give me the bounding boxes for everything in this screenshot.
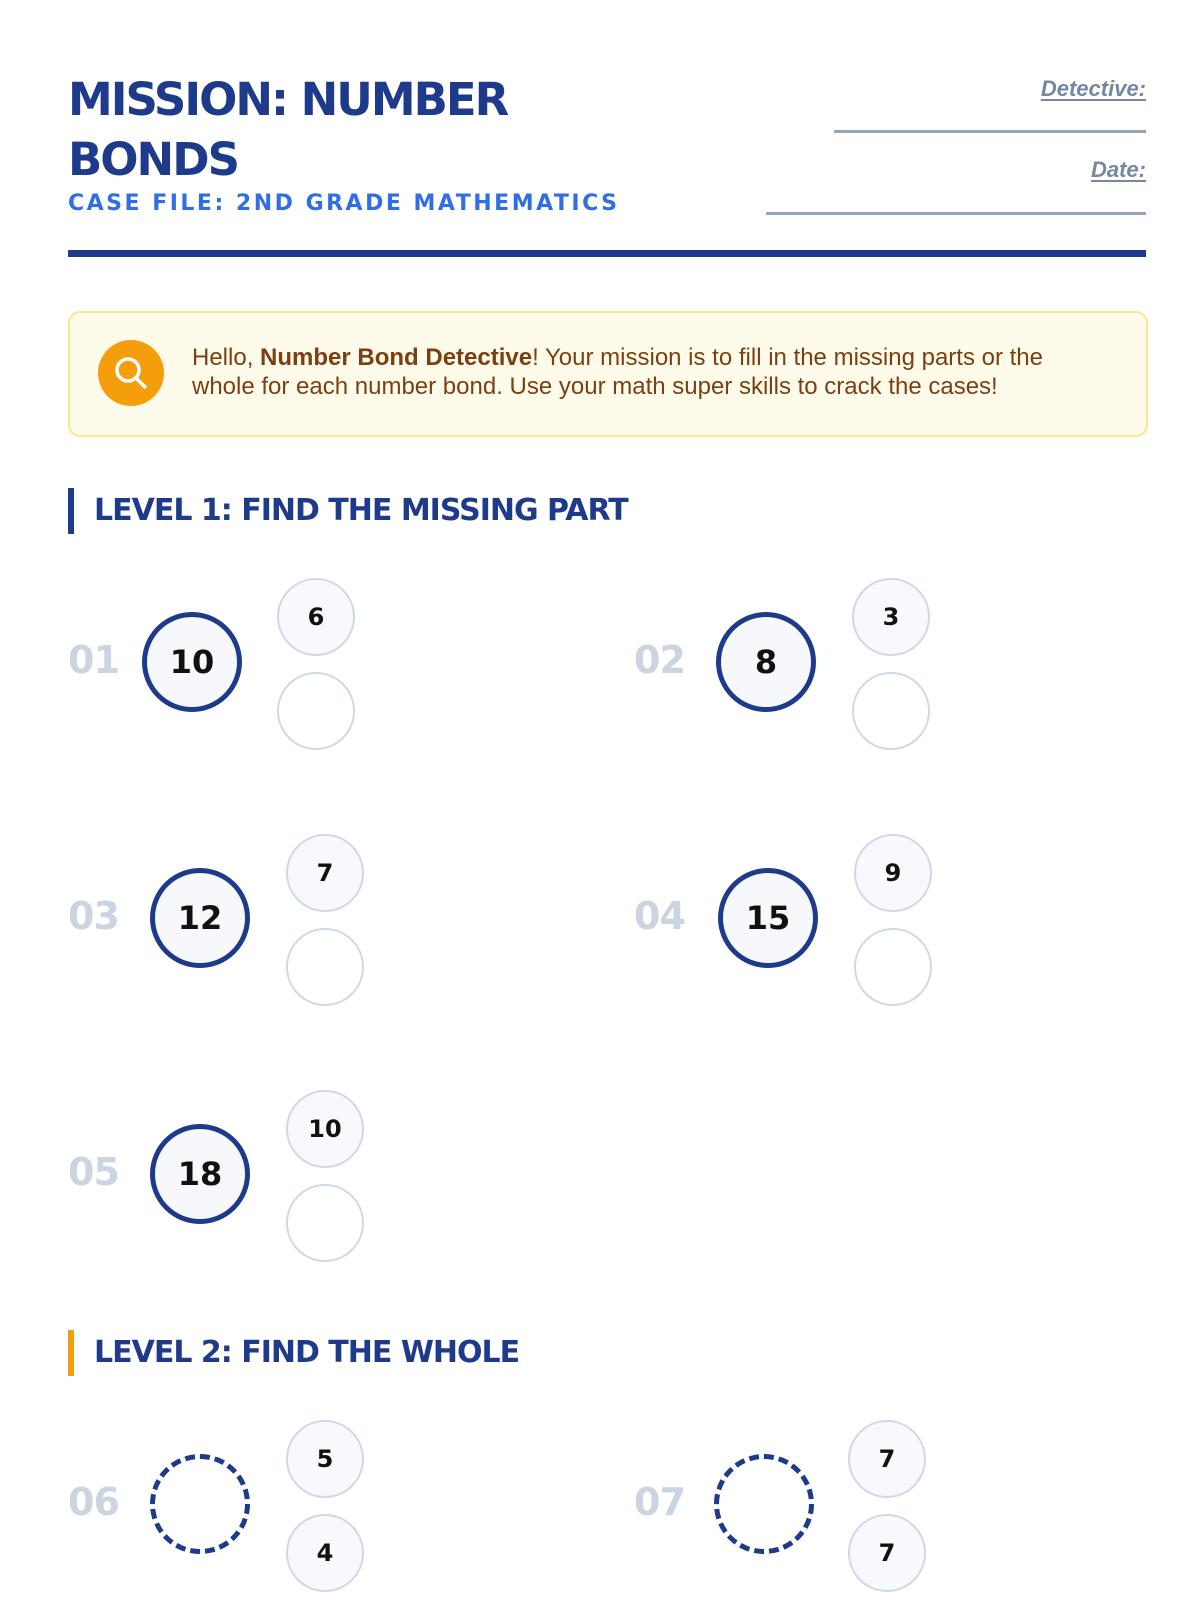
page-title: MISSION: NUMBER BONDS	[68, 73, 508, 186]
problem-06	[68, 1420, 428, 1600]
problem-01	[68, 578, 428, 758]
part-top-circle: 9	[854, 834, 932, 912]
intro-instructions: ! Your mission is to fill in the missing parts or the whole for each number bond. Use your math super skills to crack the cases!	[192, 344, 1043, 400]
intro-box	[68, 311, 1148, 437]
part-bottom-answer[interactable]	[286, 928, 364, 1006]
problem-07	[634, 1420, 994, 1600]
whole-answer[interactable]	[714, 1454, 814, 1554]
whole-circle: 18	[150, 1124, 250, 1224]
date-label: Date:	[1090, 157, 1146, 182]
part-top-circle: 10	[286, 1090, 364, 1168]
part-bottom-answer[interactable]	[854, 928, 932, 1006]
part-bottom-answer[interactable]	[286, 1184, 364, 1262]
part-top-circle: 7	[286, 834, 364, 912]
intro-message	[192, 343, 1112, 401]
part-top-circle: 5	[286, 1420, 364, 1498]
problem-02	[634, 578, 994, 758]
part-bottom-answer[interactable]	[277, 672, 355, 750]
level-2-heading: LEVEL 2: FIND THE WHOLE	[68, 1330, 519, 1376]
problem-number: 05	[68, 1150, 119, 1194]
problem-number: 03	[68, 894, 119, 938]
whole-circle: 15	[718, 868, 818, 968]
part-top-circle: 7	[848, 1420, 926, 1498]
problem-03	[68, 834, 428, 1014]
intro-detective-name: Number Bond Detective	[260, 344, 533, 371]
page-subtitle: CASE FILE: 2ND GRADE MATHEMATICS	[68, 191, 620, 216]
intro-greeting: Hello,	[192, 344, 261, 371]
problem-number: 02	[634, 638, 685, 682]
whole-circle: 8	[716, 612, 816, 712]
whole-circle: 12	[150, 868, 250, 968]
problem-number: 01	[68, 638, 119, 682]
part-top-circle: 3	[852, 578, 930, 656]
detective-label: Detective:	[1040, 76, 1146, 101]
problem-05	[68, 1090, 428, 1270]
problem-04	[634, 834, 994, 1014]
detective-name-field[interactable]	[834, 130, 1146, 133]
header-divider	[68, 250, 1146, 257]
problem-number: 04	[634, 894, 685, 938]
part-bottom-circle: 4	[286, 1514, 364, 1592]
search-icon	[98, 340, 164, 406]
level-1-heading: LEVEL 1: FIND THE MISSING PART	[68, 488, 628, 534]
date-field[interactable]	[766, 212, 1146, 215]
whole-answer[interactable]	[150, 1454, 250, 1554]
problem-number: 07	[634, 1480, 685, 1524]
part-bottom-circle: 7	[848, 1514, 926, 1592]
part-bottom-answer[interactable]	[852, 672, 930, 750]
part-top-circle: 6	[277, 578, 355, 656]
problem-number: 06	[68, 1480, 119, 1524]
whole-circle: 10	[142, 612, 242, 712]
